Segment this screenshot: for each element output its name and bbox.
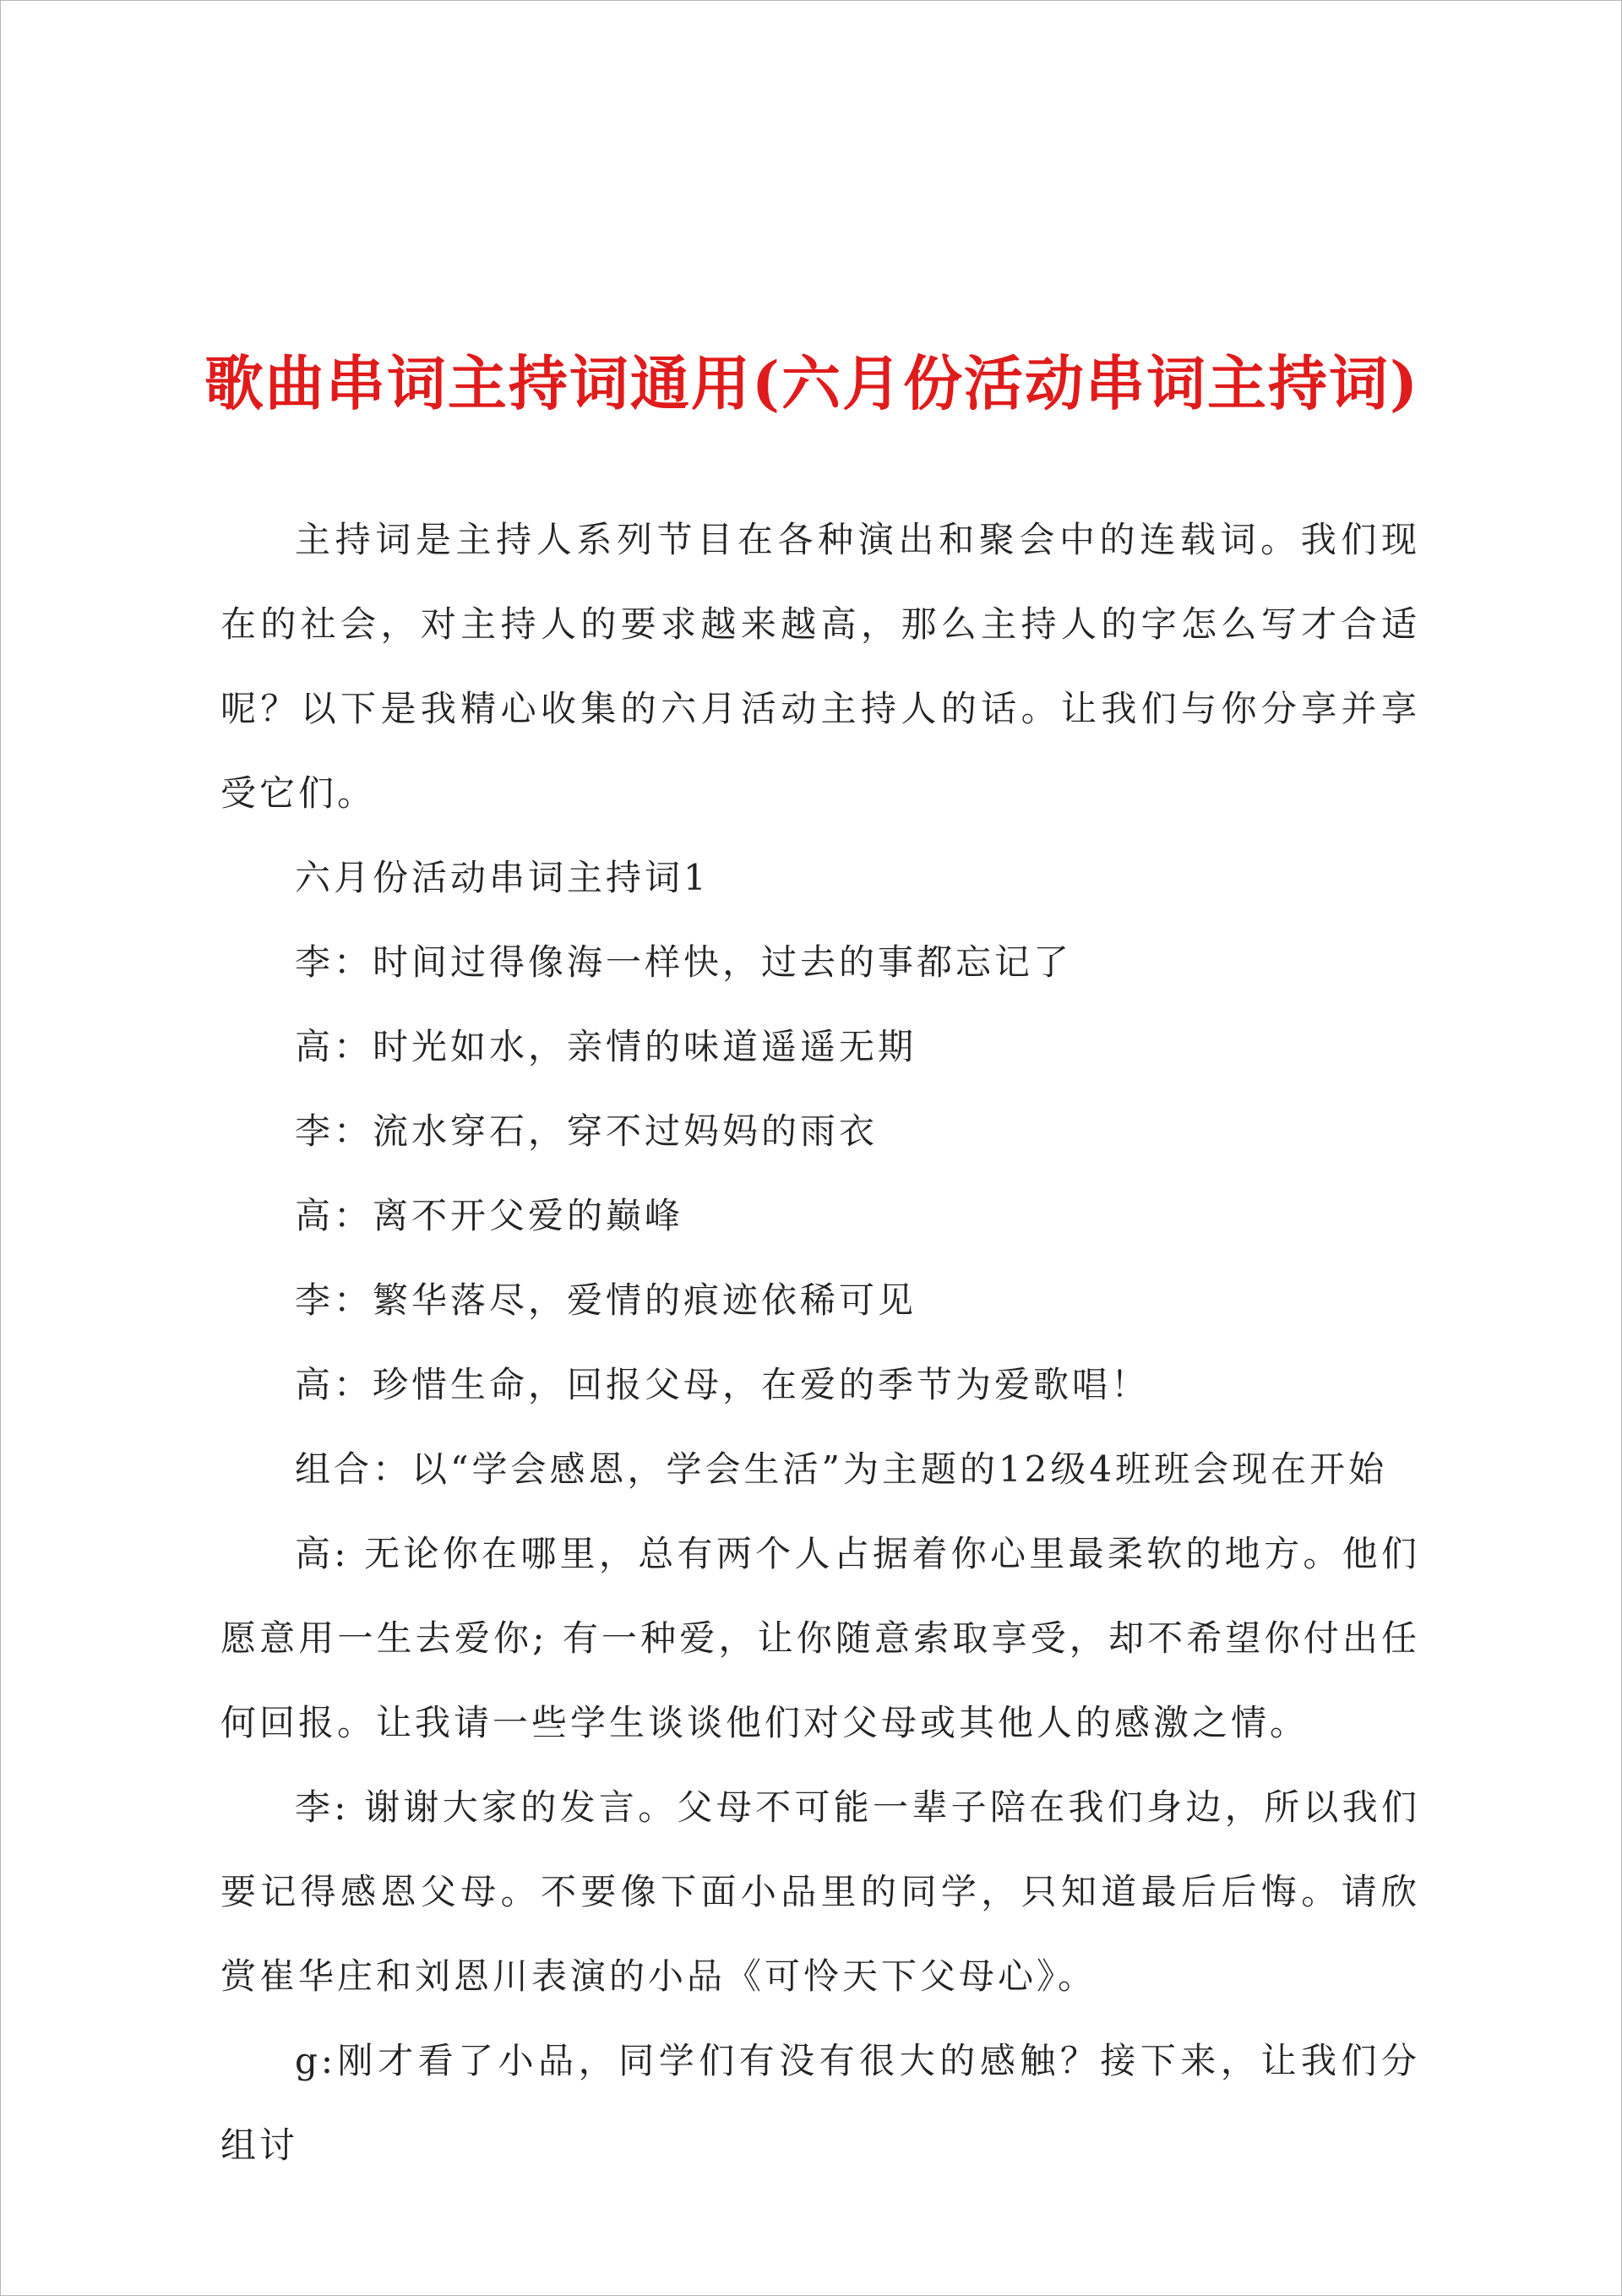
dialogue-line: 李：繁华落尽，爱情的痕迹依稀可见 <box>295 1279 917 1321</box>
document-title: 歌曲串词主持词通用(六月份活动串词主持词) <box>204 348 1420 418</box>
dialogue-paragraph: 李: 谢谢大家的发言。父母不可能一辈子陪在我们身边，所以我们要记得感恩父母。不要像下面小品里的同学，只知道最后后悔。请欣赏崔华庄和刘恩川表演的小品《可怜天下父母心》。 <box>220 1786 1420 1997</box>
dialogue-line: 高：珍惜生命，回报父母，在爱的季节为爱歌唱！ <box>295 1364 1151 1405</box>
dialogue-line: 组合：以“学会感恩，学会生活”为主题的12级4班班会现在开始 <box>295 1448 1388 1490</box>
section-heading: 六月份活动串词主持词1 <box>295 857 710 898</box>
dialogue-line: 高：离不开父爱的巅峰 <box>295 1195 684 1236</box>
document-body <box>220 498 1420 2188</box>
dialogue-paragraph: g:刚才看了小品，同学们有没有很大的感触？接下来，让我们分组讨 <box>220 2040 1420 2166</box>
body-paragraph-intro: 主持词是主持人系列节目在各种演出和聚会中的连载词。我们现在的社会，对主持人的要求越来越高，那么主持人的字怎么写才合适呢？以下是我精心收集的六月活动主持人的话。让我们与你分享并享受它们。 <box>220 519 1420 814</box>
dialogue-line: 高：时光如水，亲情的味道遥遥无期 <box>295 1026 917 1067</box>
dialogue-paragraph: 高: 无论你在哪里，总有两个人占据着你心里最柔软的地方。他们愿意用一生去爱你; 有一种爱，让你随意索取享受，却不希望你付出任何回报。让我请一些学生谈谈他们对父母或其他人的感激之情。 <box>220 1533 1420 1743</box>
dialogue-line: 李：时间过得像海一样快，过去的事都忘记了 <box>295 941 1073 983</box>
dialogue-line: 李：流水穿石，穿不过妈妈的雨衣 <box>295 1110 879 1152</box>
